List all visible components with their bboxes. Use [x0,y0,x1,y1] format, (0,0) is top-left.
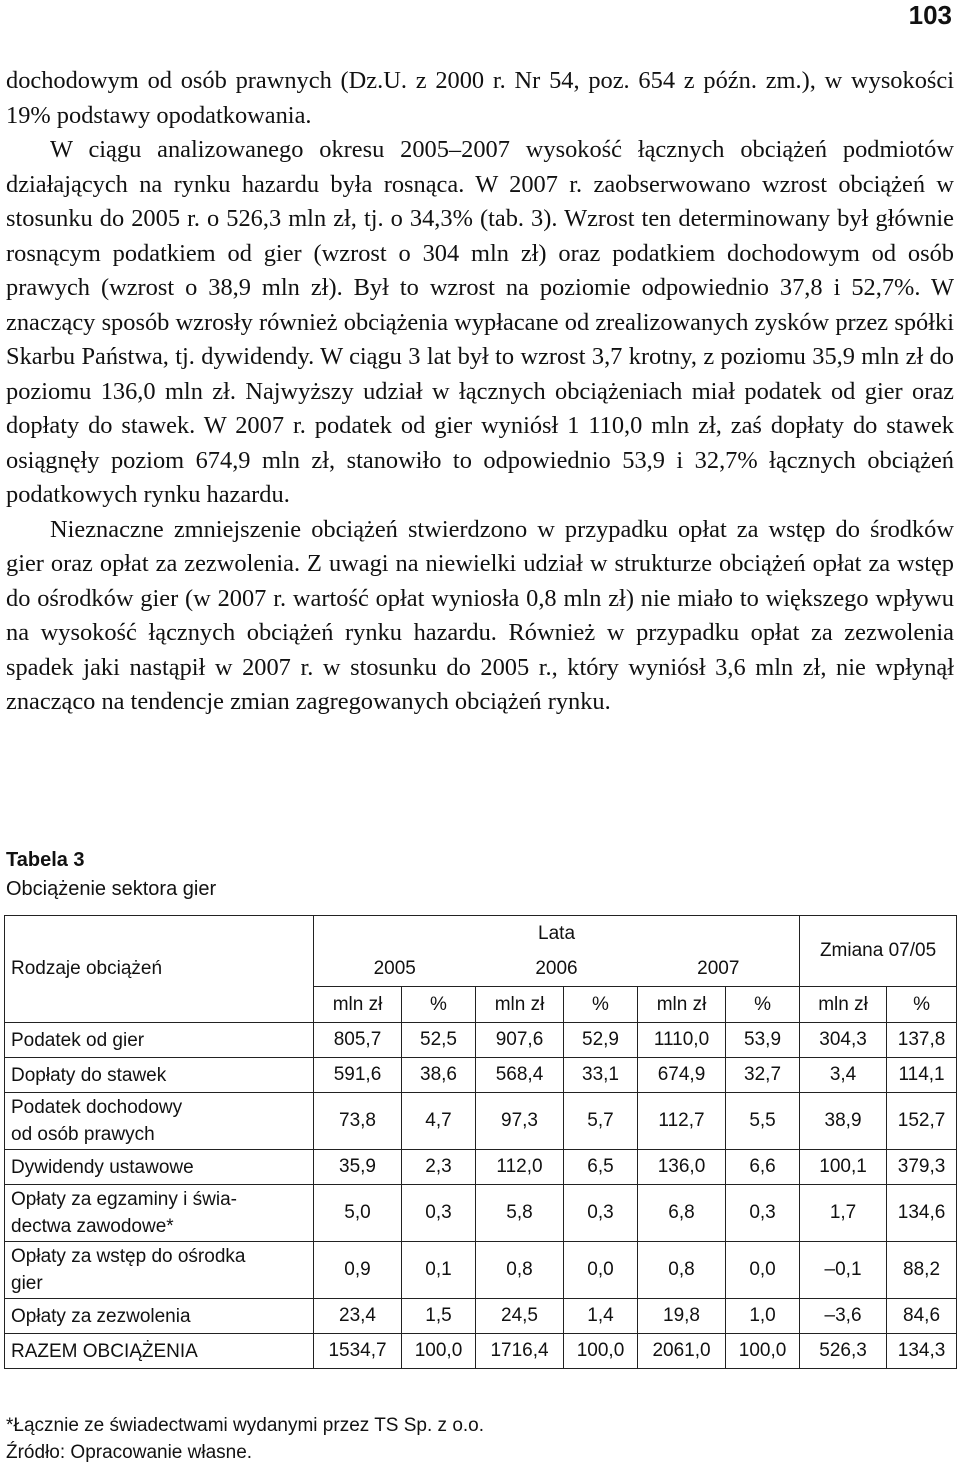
value-cell: 73,8 [314,1093,402,1150]
value-cell: 100,0 [564,1334,638,1369]
value-cell: 0,1 [402,1242,476,1299]
value-cell: 134,3 [887,1334,957,1369]
value-cell: 0,8 [638,1242,726,1299]
value-cell: 33,1 [564,1058,638,1093]
value-cell: 1,0 [726,1299,800,1334]
table-title: Obciążenie sektora gier [6,878,217,900]
paragraph: Nieznaczne zmniejszenie obciążeń stwierdzono w przypadku opłat za wstęp do środków gier oraz opłat za zezwolenia. Z uwagi na niewielki udział w strukturze obciążeń opłat za wstęp do ośrodków gier (w 2007 r. wartość opłat wyniosła 0,8 mln zł) nie miało to większego wpływu na wysokość łącznych obciążeń rynku hazardu. Również w przypadku opłat za zezwolenia spadek jaki nastąpił w 2007 r. w stosunku do 2005 r., który wyniósł 3,6 mln zł, nie wpłynął znacząco na tendencje zmian zagregowanych obciążeń rynku. [6,515,954,715]
table-row [5,1058,957,1093]
value-cell: 3,4 [800,1058,887,1093]
value-cell: 0,0 [726,1242,800,1299]
table-row [5,1242,957,1299]
value-cell: 2061,0 [638,1334,726,1369]
value-cell: 53,9 [726,1023,800,1058]
value-cell: 100,0 [402,1334,476,1369]
body-text [6,64,954,720]
value-cell: 24,5 [476,1299,564,1334]
data-table [4,915,957,1369]
value-cell: 526,3 [800,1334,887,1369]
value-cell: 97,3 [476,1093,564,1150]
value-cell: 1110,0 [638,1023,726,1058]
year-header-2005: 2005 [314,951,476,987]
table-body [5,1023,957,1369]
unit-header: mln zł [314,987,402,1023]
header-row-years-group [5,916,957,952]
value-cell: 152,7 [887,1093,957,1150]
table-label: Tabela 3 [6,849,85,871]
table-row [5,1299,957,1334]
table-row [5,1185,957,1242]
unit-header: % [564,987,638,1023]
value-cell: 19,8 [638,1299,726,1334]
row-label: Dywidendy ustawowe [5,1150,314,1185]
year-header-2007: 2007 [638,951,800,987]
value-cell: 84,6 [887,1299,957,1334]
unit-header: mln zł [638,987,726,1023]
value-cell: 112,0 [476,1150,564,1185]
value-cell: 805,7 [314,1023,402,1058]
value-cell: 5,5 [726,1093,800,1150]
header-row-units [5,987,957,1023]
value-cell: 52,5 [402,1023,476,1058]
value-cell: –3,6 [800,1299,887,1334]
value-cell: 5,7 [564,1093,638,1150]
lata-header: Lata [314,916,800,952]
value-cell: 5,8 [476,1185,564,1242]
value-cell: 591,6 [314,1058,402,1093]
unit-header: % [726,987,800,1023]
row-label: Podatek od gier [5,1023,314,1058]
value-cell: 0,8 [476,1242,564,1299]
value-cell: 32,7 [726,1058,800,1093]
value-cell: 35,9 [314,1150,402,1185]
value-cell: 1,7 [800,1185,887,1242]
paragraph: dochodowym od osób prawnych (Dz.U. z 2000 r. Nr 54, poz. 654 z późn. zm.), w wysokości 19% podstawy opodatkowania. [6,67,954,129]
change-header: Zmiana 07/05 [800,916,957,987]
footnote-source: Źródło: Opracowanie własne. [6,1442,253,1463]
value-cell: 4,7 [402,1093,476,1150]
row-label: Opłaty za wstęp do ośrodka gier [5,1242,314,1299]
value-cell: 134,6 [887,1185,957,1242]
footnote-asterisk: *Łącznie ze świadectwami wydanymi przez TS Sp. z o.o. [6,1415,485,1436]
value-cell: 88,2 [887,1242,957,1299]
value-cell: 112,7 [638,1093,726,1150]
table-row [5,1150,957,1185]
value-cell: 0,9 [314,1242,402,1299]
footnotes [6,1412,484,1466]
unit-header: % [402,987,476,1023]
value-cell: 0,0 [564,1242,638,1299]
value-cell: 136,0 [638,1150,726,1185]
value-cell: 137,8 [887,1023,957,1058]
table-row [5,1093,957,1150]
rowhead-cell-top [5,916,314,952]
row-label: Opłaty za zezwolenia [5,1299,314,1334]
value-cell: 38,6 [402,1058,476,1093]
rowhead-header: Rodzaje obciążeń [5,951,314,987]
value-cell: 0,3 [564,1185,638,1242]
value-cell: 6,5 [564,1150,638,1185]
unit-header: % [887,987,957,1023]
table-row [5,1023,957,1058]
value-cell: 100,1 [800,1150,887,1185]
row-label: Dopłaty do stawek [5,1058,314,1093]
value-cell: 38,9 [800,1093,887,1150]
value-cell: 907,6 [476,1023,564,1058]
value-cell: 1,4 [564,1299,638,1334]
row-label: RAZEM OBCIĄŻENIA [5,1334,314,1369]
value-cell: 304,3 [800,1023,887,1058]
page-number: 103 [908,0,952,30]
value-cell: 1534,7 [314,1334,402,1369]
rowhead-cell-bottom [5,987,314,1023]
value-cell: 23,4 [314,1299,402,1334]
value-cell: 674,9 [638,1058,726,1093]
row-label: Podatek dochodowy od osób prawych [5,1093,314,1150]
value-cell: 379,3 [887,1150,957,1185]
value-cell: 568,4 [476,1058,564,1093]
year-header-2006: 2006 [476,951,638,987]
value-cell: 2,3 [402,1150,476,1185]
value-cell: 6,8 [638,1185,726,1242]
unit-header: mln zł [800,987,887,1023]
table-caption [6,846,216,904]
value-cell: 1,5 [402,1299,476,1334]
value-cell: 52,9 [564,1023,638,1058]
row-label: Opłaty za egzaminy i świa- dectwa zawodowe* [5,1185,314,1242]
unit-header: mln zł [476,987,564,1023]
paragraph: W ciągu analizowanego okresu 2005–2007 wysokość łącznych obciążeń podmiotów działających na rynku hazardu była rosnąca. W 2007 r. zaobserwowano wzrost obciążeń w stosunku do 2005 r. o 526,3 mln zł, tj. o 34,3% (tab. 3). Wzrost ten determinowany był głównie rosnącym podatkiem od gier (wzrost o 304 mln zł) oraz podatkiem dochodowym od osób prawych (wzrost o 38,9 mln zł). Był to wzrost na poziomie odpowiednio 37,8 i 52,7%. W znaczący sposób wzrosły również obciążenia wypłacane od zrealizowanych zysków przez spółki Skarbu Państwa, tj. dywidendy. W ciągu 3 lat był to wzrost 3,7 krotny, z poziomu 35,9 mln zł do poziomu 136,0 mln zł. Najwyższy udział w łącznych obciążeniach miał podatek od gier oraz dopłaty do stawek. W 2007 r. podatek od gier wyniósł 1 110,0 mln zł, zaś dopłaty do stawek osiągnęły poziom 674,9 mln zł, stanowiło to odpowiednio 53,9 i 32,7% łącznych obciążeń podatkowych rynku hazardu. [6,136,954,508]
value-cell: –0,1 [800,1242,887,1299]
table-row [5,1334,957,1369]
value-cell: 5,0 [314,1185,402,1242]
value-cell: 0,3 [726,1185,800,1242]
value-cell: 1716,4 [476,1334,564,1369]
value-cell: 6,6 [726,1150,800,1185]
value-cell: 0,3 [402,1185,476,1242]
value-cell: 114,1 [887,1058,957,1093]
value-cell: 100,0 [726,1334,800,1369]
